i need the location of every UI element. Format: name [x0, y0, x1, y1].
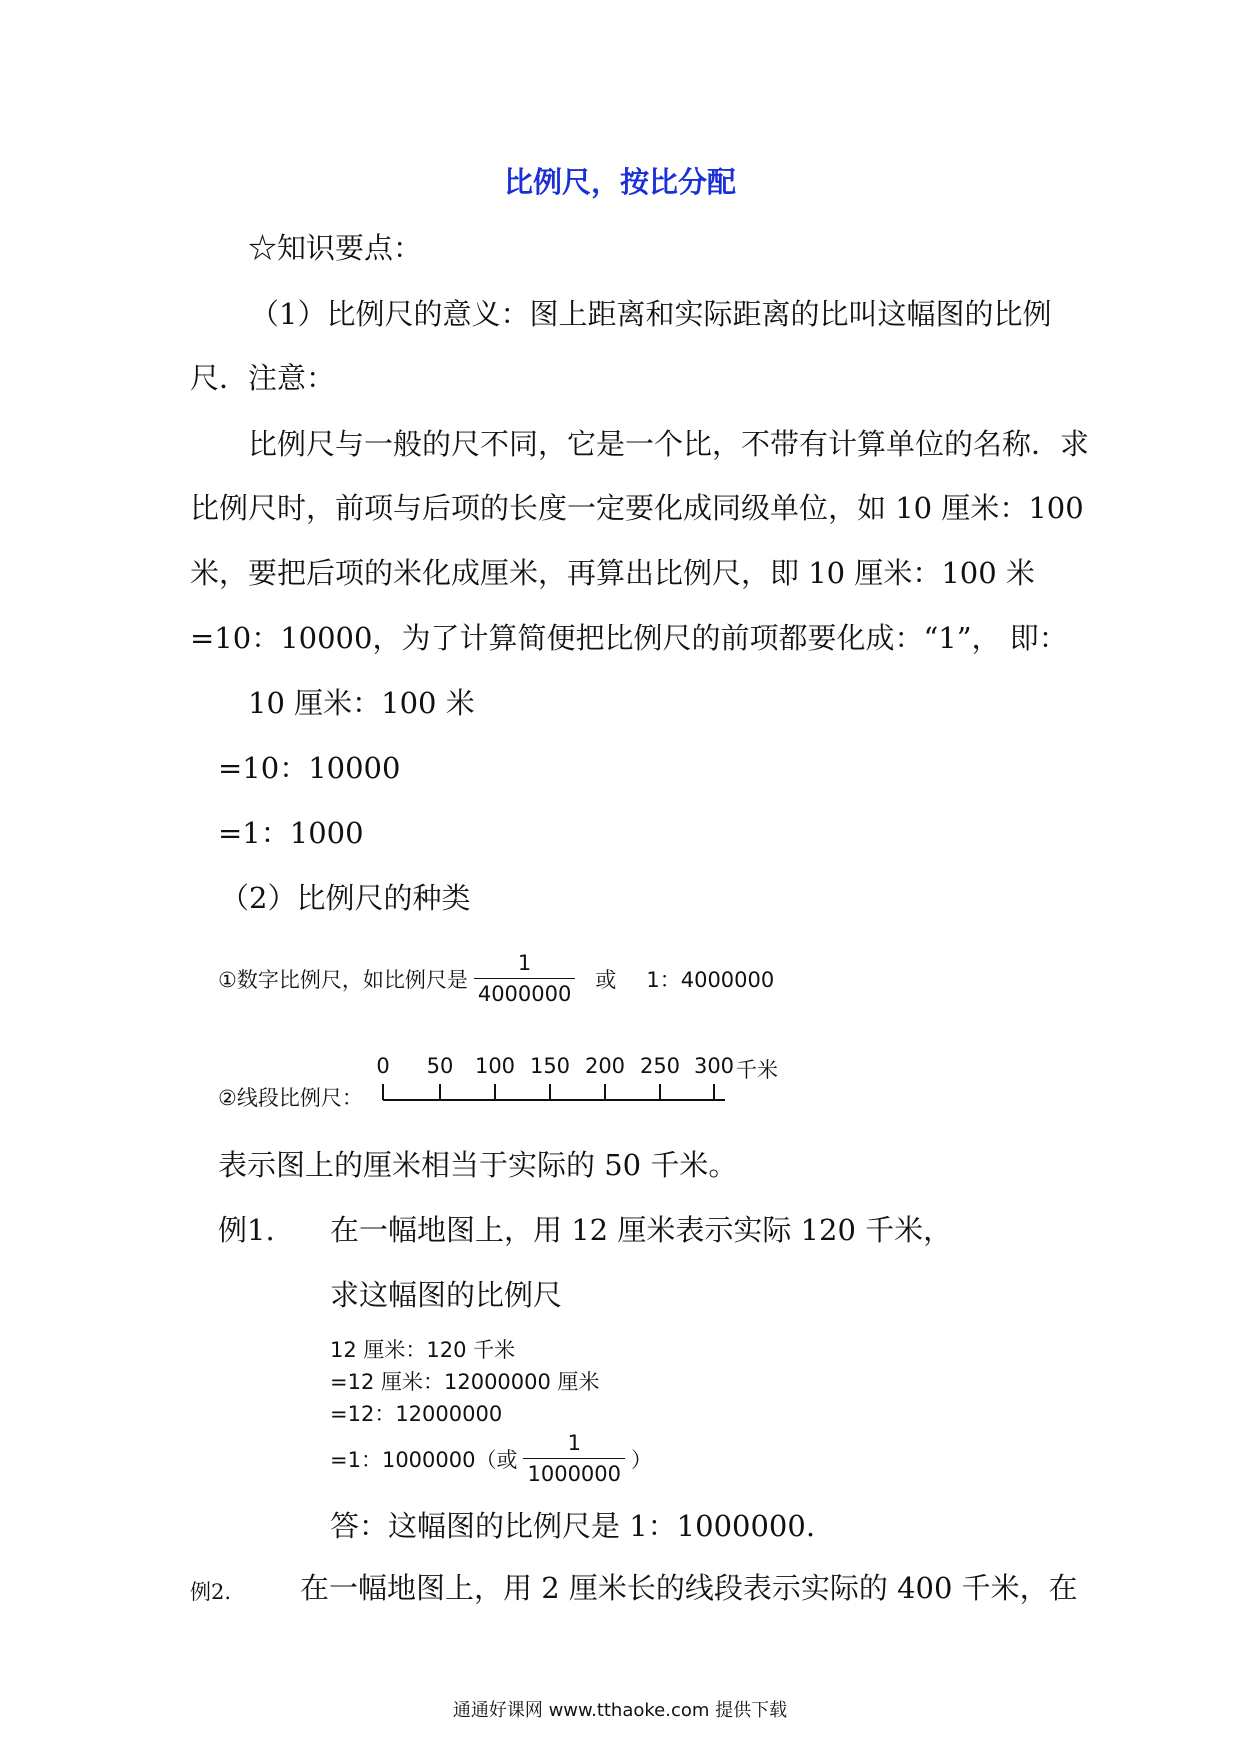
calc-step-1: 10 厘米：100 米: [248, 686, 475, 720]
example-1-step-2: =12 厘米：12000000 厘米: [330, 1370, 600, 1394]
fraction-denominator: 4000000: [477, 982, 572, 1006]
example-1-step-4: [330, 1428, 652, 1489]
tick-label: 100: [474, 1054, 516, 1078]
example-1-label: 例1.: [218, 1213, 275, 1247]
tick-label: 50: [426, 1054, 454, 1078]
line-scale-bar: [370, 1078, 730, 1108]
tick-label: 0: [376, 1054, 390, 1078]
page-footer: 通通好课网 www.tthaoke.com 提供下载: [452, 1700, 788, 1721]
calc-step-3: =1：1000: [218, 816, 364, 850]
example-1-step-3: =12：12000000: [330, 1402, 503, 1426]
paragraph-1-line-1: （1）比例尺的意义：图上距离和实际距离的比叫这幅图的比例: [250, 297, 1052, 331]
paragraph-2-line-4: =10：10000，为了计算简便把比例尺的前项都要化成：“1”， 即：: [190, 621, 1068, 655]
example-2-question-line-1: 在一幅地图上，用 2 厘米长的线段表示实际的 400 千米，在: [300, 1571, 1078, 1605]
fraction-numerator: 1: [474, 948, 576, 979]
step-4-suffix: ）: [631, 1447, 653, 1472]
knowledge-heading: ☆知识要点：: [248, 231, 423, 265]
line-scale-label: ②线段比例尺：: [218, 1086, 363, 1110]
calc-step-2: =10：10000: [218, 751, 401, 785]
tick-label: 250: [639, 1054, 681, 1078]
numeric-scale-or: 或: [595, 967, 617, 992]
tick-label: 200: [584, 1054, 626, 1078]
numeric-scale: [218, 948, 774, 1009]
paragraph-2-line-2: 比例尺时，前项与后项的长度一定要化成同级单位，如 10 厘米：100: [190, 491, 1084, 525]
example-1-question-line-2: 求这幅图的比例尺: [330, 1278, 563, 1312]
fraction-numerator: 1: [523, 1428, 625, 1459]
example-1-question-line-1: 在一幅地图上，用 12 厘米表示实际 120 千米，: [330, 1213, 953, 1247]
numeric-scale-label: ①数字比例尺，如比例尺是: [218, 967, 468, 992]
tick-label: 150: [529, 1054, 571, 1078]
scale-note: 表示图上的厘米相当于实际的 50 千米。: [218, 1148, 738, 1182]
example-1-step-1: 12 厘米：120 千米: [330, 1338, 516, 1362]
numeric-scale-ratio: 1：4000000: [646, 967, 775, 992]
paragraph-2-line-1: 比例尺与一般的尺不同，它是一个比，不带有计算单位的名称．求: [248, 427, 1090, 461]
example-1-answer: 答：这幅图的比例尺是 1：1000000.: [330, 1509, 816, 1543]
kinds-heading: （2）比例尺的种类: [220, 881, 471, 915]
paragraph-1-line-2: 尺．注意：: [190, 361, 336, 395]
fraction-denominator: 1000000: [527, 1462, 622, 1486]
step-4-prefix: =1：1000000（或: [330, 1447, 518, 1472]
page-title: 比例尺，按比分配: [503, 165, 736, 199]
paragraph-2-line-3: 米，要把后项的米化成厘米，再算出比例尺，即 10 厘米：100 米: [190, 556, 1035, 590]
step-4-fraction: [523, 1428, 625, 1489]
tick-label: 300: [693, 1054, 735, 1078]
example-2-label: 例2.: [190, 1580, 232, 1604]
line-scale-unit: 千米: [736, 1058, 778, 1082]
numeric-scale-fraction: [474, 948, 576, 1009]
